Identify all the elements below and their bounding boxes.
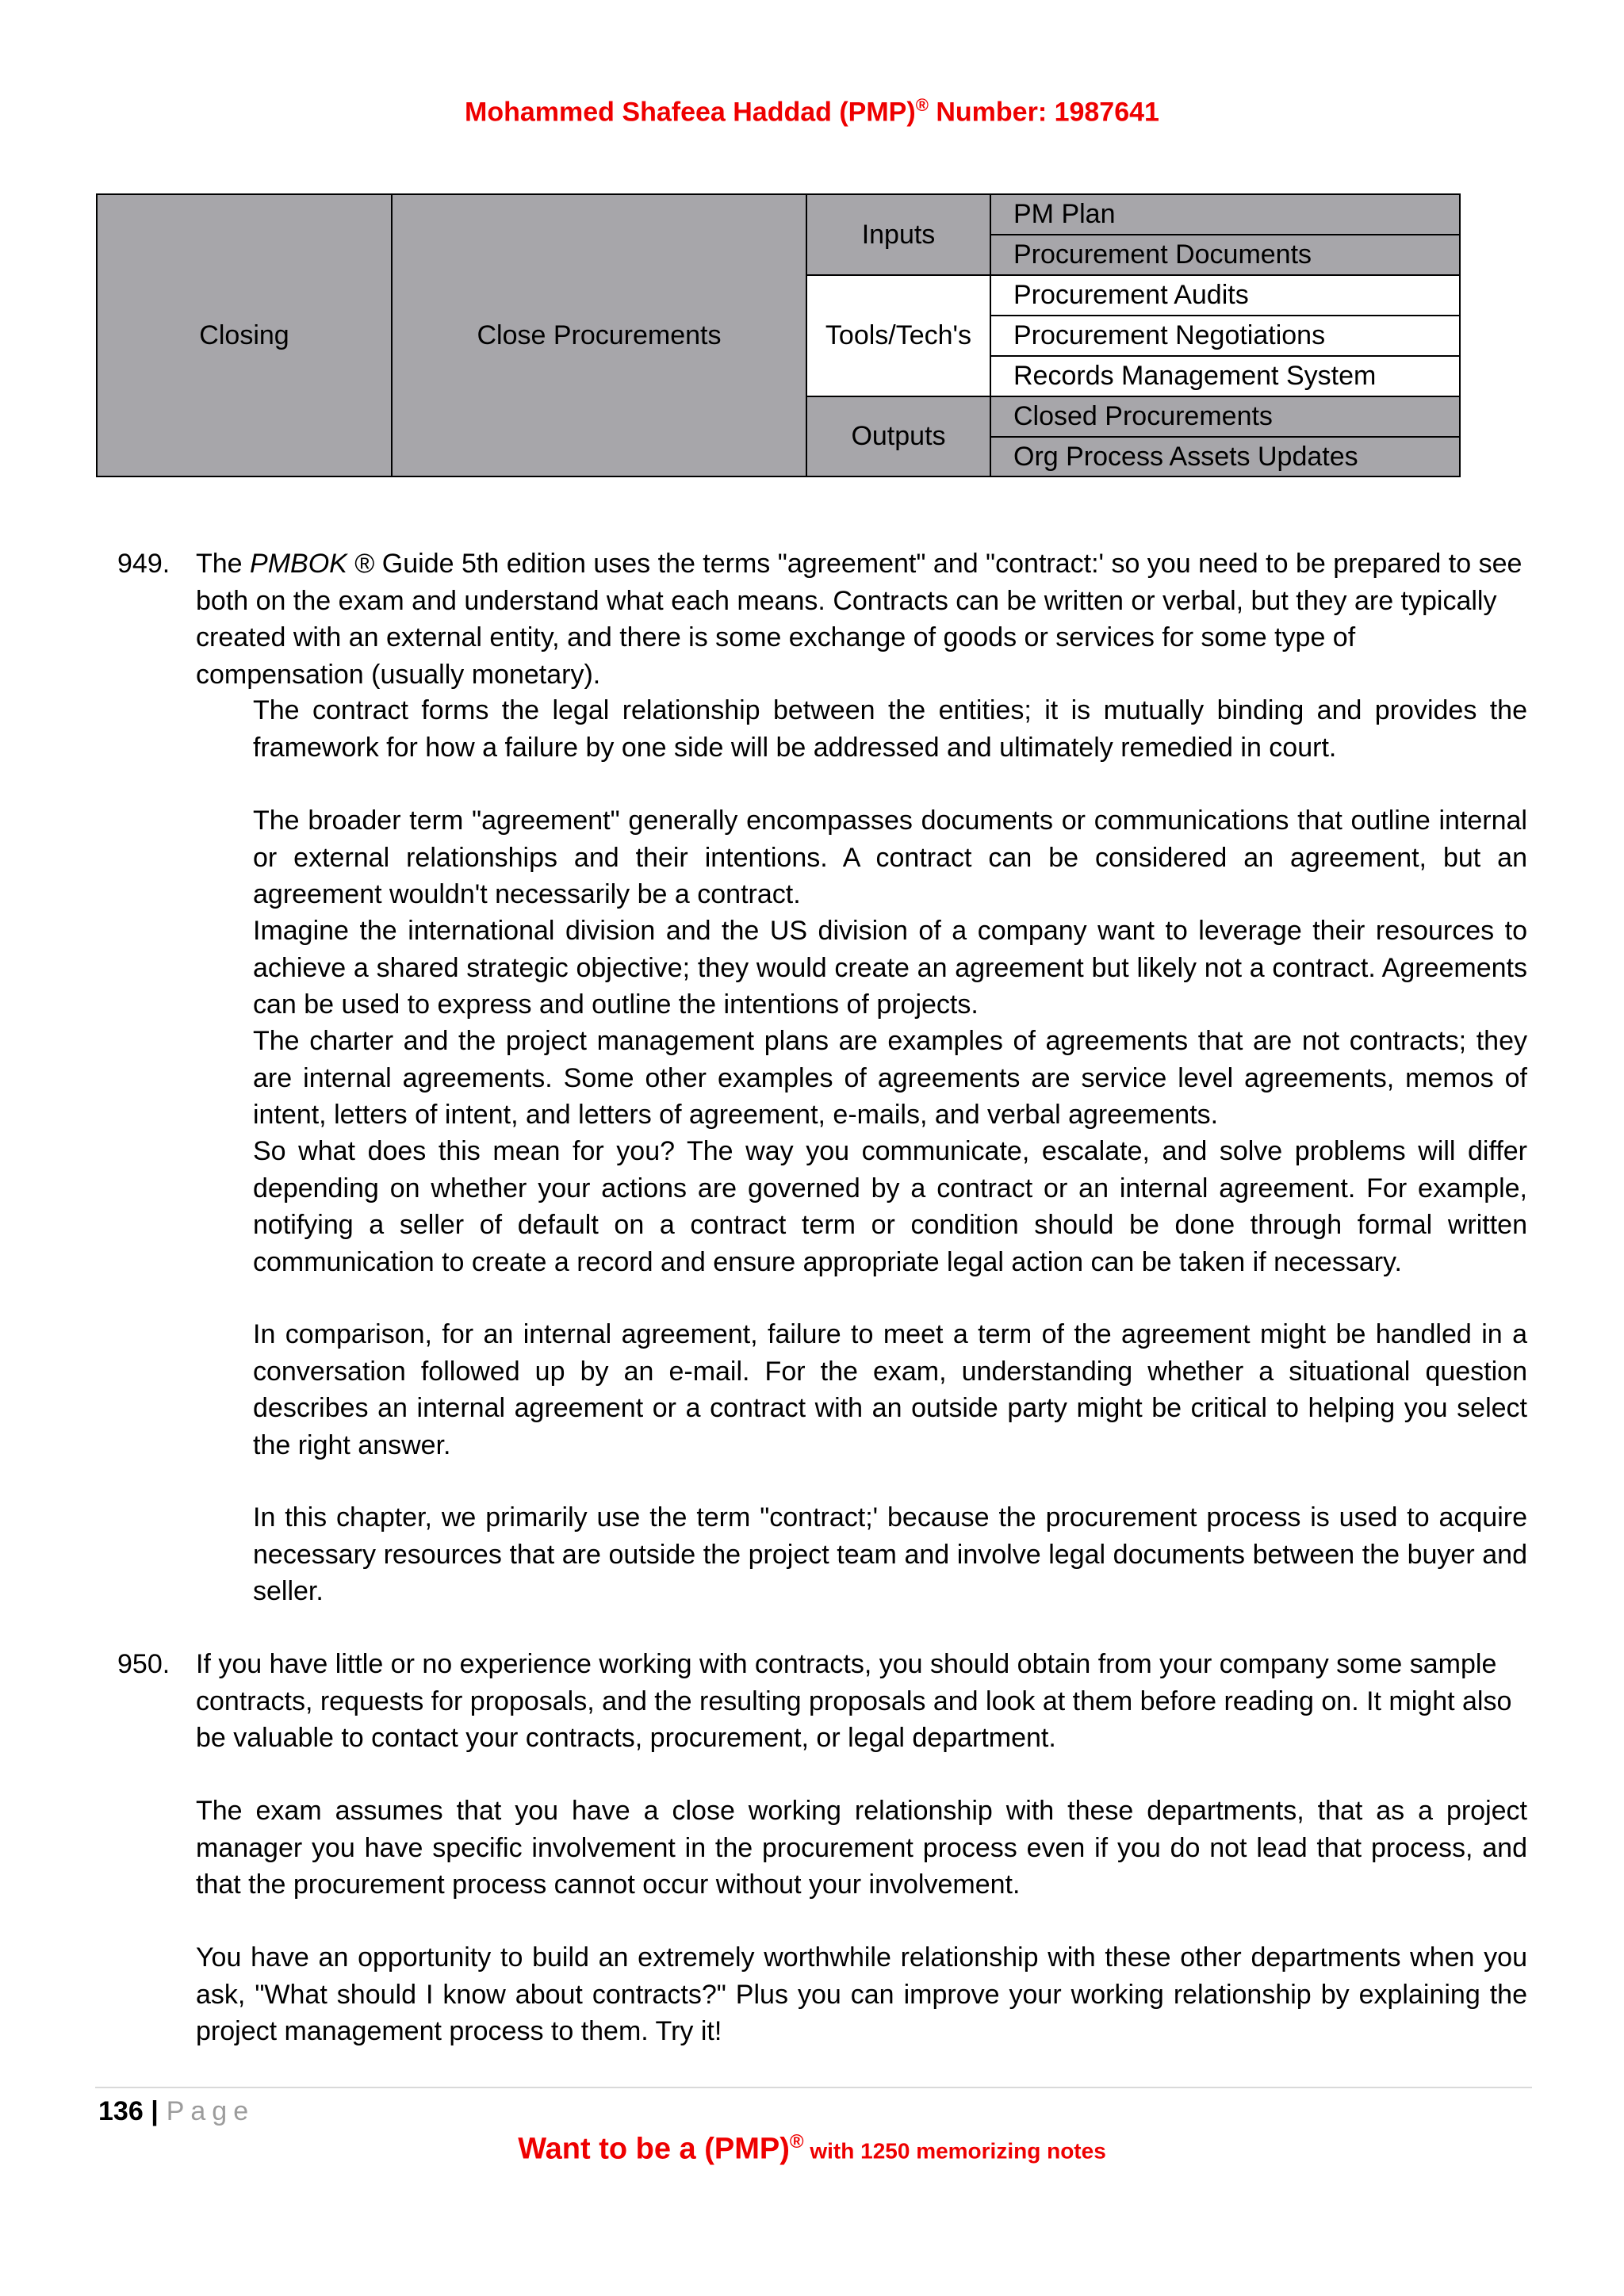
header-reg-mark: ® (915, 95, 929, 115)
item-number: 950. (117, 1649, 170, 1679)
footer-slogan (0, 2131, 1624, 2167)
paragraph: The contract forms the legal relationship between the entities; it is mutually binding and provides the framework for how a failure by one side will be addressed and ultimately remedied in court. (253, 695, 1527, 763)
paragraph: The charter and the project management plans are examples of agreements that are not contracts; they are internal agreements. Some other examples of agreements are service level agreements, memos of intent, letters of intent, and letters of agreement, e-mails, and verbal agreements. (253, 1026, 1527, 1130)
intro-italic: PMBOK (250, 549, 347, 579)
header-title: Mohammed Shafeea Haddad (PMP) (465, 97, 916, 128)
table-row: Records Management System (990, 356, 1460, 396)
table-row: Org Process Assets Updates (990, 437, 1460, 476)
paragraph: Imagine the international division and the US division of a company want to leverage their resources to achieve a shared strategic objective; they would create an agreement but likely not a contract. Agreements can be used to express and outline the intentions of projects. (253, 916, 1527, 1020)
paragraph: The exam assumes that you have a close working relationship with these departments, that as a project manager you have specific involvement in the procurement process even if you do not lead that process, and that the procurement process cannot occur without your involvement. (196, 1796, 1527, 1900)
intro-prefix: The (196, 549, 251, 579)
paragraph: In this chapter, we primarily use the term "contract;' because the procurement process is used to acquire necessary resources that are outside the project team and involve legal documents between the buyer and seller. (253, 1502, 1527, 1606)
header-number: Number: 1987641 (928, 97, 1159, 128)
page-header (0, 95, 1624, 128)
item-949-intro (196, 545, 1528, 693)
process-group-cell: Closing (97, 194, 392, 476)
table-row: Procurement Negotiations (990, 316, 1460, 356)
inputs-label-cell: Inputs (806, 194, 990, 275)
item-number: 949. (117, 549, 170, 579)
slogan-text: Want to be a (PMP) (518, 2132, 790, 2166)
page-label: Page (166, 2096, 255, 2126)
paragraph: You have an opportunity to build an extremely worthwhile relationship with these other departments when you ask, "What should I know about contracts?" Plus you can improve your working relationship by explaining the project management process to them. Try it! (196, 1942, 1527, 2046)
footer-divider (95, 2087, 1532, 2088)
page-number (98, 2093, 255, 2130)
paragraph: The broader term "agreement" generally encompasses documents or communications that outline internal or external relationships and their intentions. A contract can be considered an agreement, but an agreement wouldn't necessarily be a contract. (253, 806, 1527, 909)
tools-label-cell: Tools/Tech's (806, 275, 990, 396)
intro-rest: ® Guide 5th edition uses the terms "agreement" and "contract:' so you need to be prepared to see both on the exam and understand what each means. Contracts can be written or verbal, but they are typically created with an external entity, and there is some exchange of goods or services for some type of compensation (usually monetary). (196, 549, 1522, 690)
slogan-reg-mark: ® (789, 2131, 804, 2152)
page-number-value: 136 (98, 2096, 144, 2126)
paragraph: So what does this mean for you? The way you communicate, escalate, and solve problems will differ depending on whether your actions are governed by a contract or an internal agreement. For example, notifying a seller of default on a contract term or condition should be done through formal written communication to create a record and ensure appropriate legal action can be taken if necessary. (253, 1136, 1527, 1277)
item-950-intro: If you have little or no experience working with contracts, you should obtain from your company some sample contracts, requests for proposals, and the resulting proposals and look at them before reading on. It might also be valuable to contact your contracts, procurement, or legal department. (196, 1649, 1512, 1753)
table-row: Procurement Documents (990, 235, 1460, 275)
page-separator: | (151, 2096, 159, 2126)
table-row: Procurement Audits (990, 275, 1460, 316)
table-row: PM Plan (990, 194, 1460, 235)
table-row: Closed Procurements (990, 396, 1460, 437)
outputs-label-cell: Outputs (806, 396, 990, 476)
process-table (96, 193, 1461, 477)
slogan-small-text: with 1250 memorizing notes (803, 2138, 1106, 2164)
process-name-cell: Close Procurements (392, 194, 806, 476)
paragraph: In comparison, for an internal agreement, failure to meet a term of the agreement might be handled in a conversation followed up by an e-mail. For the exam, understanding whether a situational question describes an internal agreement or a contract with an outside party might be critical to helping you select the right answer. (253, 1319, 1527, 1460)
